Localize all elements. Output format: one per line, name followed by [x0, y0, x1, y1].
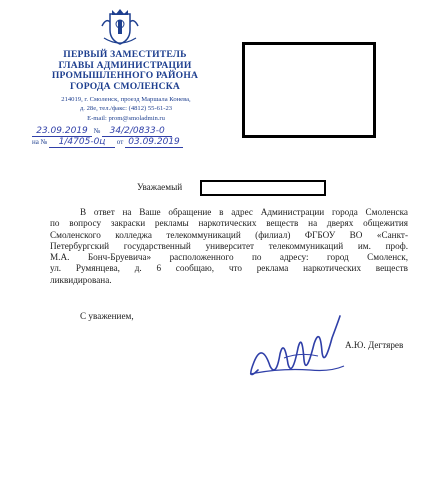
- signer-name: А.Ю. Дегтярев: [345, 340, 404, 350]
- body-line: ликвидирована.: [50, 274, 112, 285]
- handwritten-signature: [240, 308, 355, 388]
- address-line: 214019, г. Смоленск, проезд Маршала Конева,: [61, 96, 191, 103]
- coat-of-arms-icon: [98, 8, 142, 48]
- letterhead-line: ПЕРВЫЙ ЗАМЕСТИТЕЛЬ: [63, 49, 187, 60]
- salutation: Уважаемый: [137, 182, 183, 192]
- reference-from-label: от: [116, 138, 124, 146]
- body-line: Смоленского колледжа телекоммуникаций (филиал) ФГБОУ ВО «Санкт-: [50, 229, 408, 240]
- address-line: д. 28е, тел./факс: (4812) 55-61-23: [79, 105, 173, 113]
- body-line: Петербургский государственный университет телекоммуникаций им. проф.: [50, 240, 408, 251]
- outgoing-date: 23.09.2019: [36, 126, 88, 136]
- reference-prefix: на №: [32, 138, 48, 146]
- letterhead-line: ГОРОДА СМОЛЕНСКА: [69, 80, 181, 92]
- closing: С уважением,: [80, 311, 134, 321]
- body-line: ул. Румянцева, д. 6 сообщаю, что реклама наркотических веществ: [50, 263, 408, 274]
- letter-body: [50, 207, 408, 286]
- reference-number: 1/4705-0ц: [58, 137, 106, 147]
- body-line: по вопросу закраски рекламы наркотических веществ на дверях общежития: [50, 218, 408, 229]
- outgoing-registration: [32, 126, 172, 137]
- body-line: М.А. Бонч-Бруевича» расположенного по адресу: город Смоленск,: [50, 252, 408, 263]
- redacted-name-box: [200, 180, 326, 196]
- letterhead-line: ГЛАВЫ АДМИНИСТРАЦИИ: [58, 59, 192, 71]
- letterhead-line: ПРОМЫШЛЕННОГО РАЙОНА: [51, 70, 199, 82]
- number-label: №: [93, 127, 101, 135]
- body-line: В ответ на Ваше обращение в адрес Администрации города Смоленска: [80, 207, 408, 217]
- email-line: E-mail: prom@smoladmin.ru: [87, 114, 165, 122]
- reference-registration: [32, 137, 183, 148]
- redacted-addressee-box: [242, 42, 376, 138]
- outgoing-number: 34/2/0833-0: [109, 126, 165, 136]
- reference-date: 03.09.2019: [128, 137, 180, 147]
- letterhead-address: [38, 95, 214, 123]
- letterhead-organization: [40, 50, 210, 92]
